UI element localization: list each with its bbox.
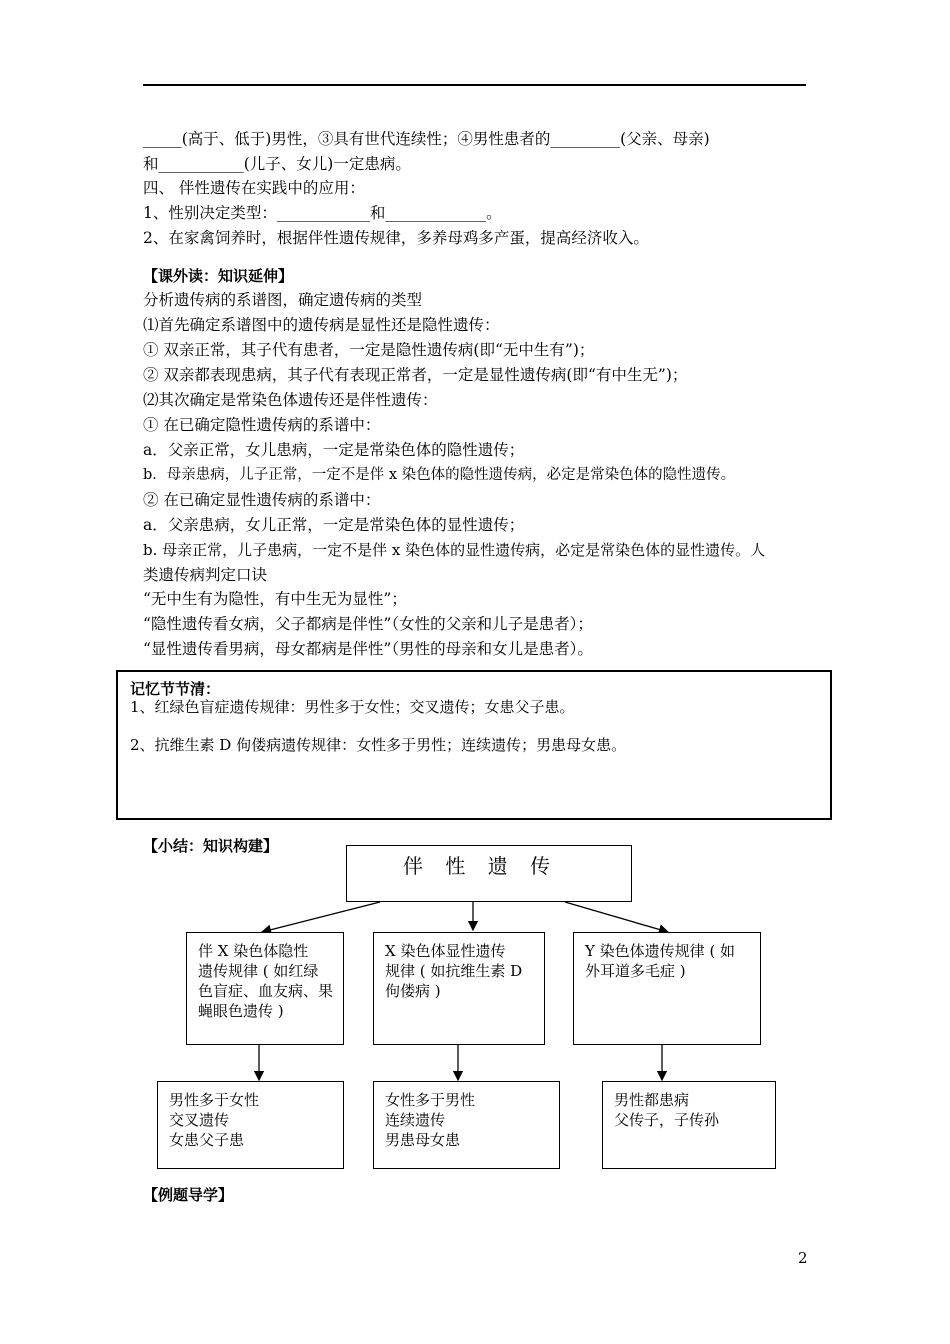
text-line: 四、 伴性遗传在实践中的应用：	[143, 179, 365, 197]
node-line: X 染色体显性遗传	[385, 942, 506, 960]
extension-line: ② 双亲都表现患病，其子代有表现正常者，一定是显性遗传病(即“有中生无”)；	[143, 366, 688, 384]
node-line: 遗传规律 ( 如红绿	[198, 962, 319, 980]
extension-line: b．母亲患病，儿子正常，一定不是伴 x 染色体的隐性遗传病，必定是常染色体的隐性遗传。	[143, 467, 736, 483]
node-line: 交叉遗传	[169, 1111, 230, 1129]
extension-line: ① 在已确定隐性遗传病的系谱中：	[143, 416, 381, 434]
node-line: 男患母女患	[385, 1131, 461, 1149]
extension-line: ⑴首先确定系谱图中的遗传病是显性还是隐性遗传：	[143, 316, 500, 334]
memory-item: 1、红绿色盲症遗传规律：男性多于女性；交叉遗传；女患父子患。	[130, 698, 575, 716]
diagram-leaf-y-linked	[602, 1081, 776, 1169]
diagram-root-node	[346, 845, 632, 902]
example-heading: 【例题导学】	[143, 1186, 234, 1204]
extension-line: “隐性遗传看女病，父子都病是伴性”（女性的父亲和儿子是患者）；	[143, 615, 593, 633]
connector-arrow	[565, 902, 668, 932]
extension-line: “显性遗传看男病，母女都病是伴性”（男性的母亲和女儿是患者）。	[143, 640, 593, 658]
text-line: 和___________(儿子、女儿)一定患病。	[143, 155, 411, 173]
node-line: 规律 ( 如抗维生素 D	[385, 962, 523, 980]
node-line: 伴 X 染色体隐性	[198, 942, 309, 960]
extension-line: 分析遗传病的系谱图，确定遗传病的类型	[143, 291, 423, 309]
text-line: 1、性别决定类型：____________和_____________。	[143, 204, 502, 222]
node-text	[169, 1090, 335, 1150]
page-number: 2	[798, 1249, 808, 1267]
diagram-node-y-linked	[573, 932, 761, 1045]
memory-title: 记忆节节清：	[130, 680, 221, 698]
diagram-node-x-recessive	[186, 932, 344, 1045]
node-line: 佝偻病 )	[385, 982, 441, 1000]
extension-line: b. 母亲正常，儿子患病，一定不是伴 x 染色体的显性遗传病，必定是常染色体的显性遗传。人	[143, 541, 766, 559]
node-line: Y 染色体遗传规律 ( 如	[585, 942, 736, 960]
memory-item: 2、抗维生素 D 佝偻病遗传规律：女性多于男性；连续遗传；男患母女患。	[130, 736, 627, 754]
extension-line: a．父亲正常，女儿患病，一定是常染色体的隐性遗传；	[143, 441, 525, 459]
node-text	[385, 941, 536, 1001]
extension-heading: 【课外读：知识延伸】	[143, 267, 294, 285]
node-line: 连续遗传	[385, 1111, 446, 1129]
text-line: 2、在家禽饲养时，根据伴性遗传规律，多养母鸡多产蛋，提高经济收入。	[143, 229, 649, 247]
node-line: 男性多于女性	[169, 1091, 260, 1109]
node-text	[385, 1090, 551, 1150]
node-text	[614, 1090, 767, 1130]
node-line: 男性都患病	[614, 1091, 690, 1109]
extension-line: “无中生有为隐性，有中生无为显性”；	[143, 590, 407, 608]
node-line: 女患父子患	[169, 1131, 245, 1149]
diagram-leaf-x-dominant	[373, 1081, 560, 1169]
diagram-leaf-x-recessive	[157, 1081, 344, 1169]
root-label: 伴 性 遗 传	[403, 854, 559, 878]
node-line: 蝇眼色遗传 )	[198, 1002, 284, 1020]
diagram-node-x-dominant	[373, 932, 545, 1045]
extension-line: 类遗传病判定口诀	[143, 566, 268, 584]
extension-line: ⑵其次确定是常染色体遗传还是伴性遗传：	[143, 391, 438, 409]
node-line: 女性多于男性	[385, 1091, 476, 1109]
node-line: 父传子，子传孙	[614, 1111, 720, 1129]
node-text	[585, 941, 752, 981]
extension-line: ① 双亲正常，其子代有患者，一定是隐性遗传病(即“无中生有”)；	[143, 341, 595, 359]
extension-line: ② 在已确定显性遗传病的系谱中：	[143, 491, 381, 509]
node-line: 外耳道多毛症 )	[585, 962, 686, 980]
node-line: 色盲症、血友病、果	[198, 982, 334, 1000]
text-line: _____(高于、低于)男性，③具有世代连续性；④男性患者的_________(父亲、母亲)	[143, 130, 710, 148]
extension-line: a．父亲患病，女儿正常，一定是常染色体的显性遗传；	[143, 516, 525, 534]
summary-heading: 【小结：知识构建】	[143, 837, 279, 855]
node-text	[198, 941, 335, 1021]
connector-arrow	[262, 902, 380, 932]
